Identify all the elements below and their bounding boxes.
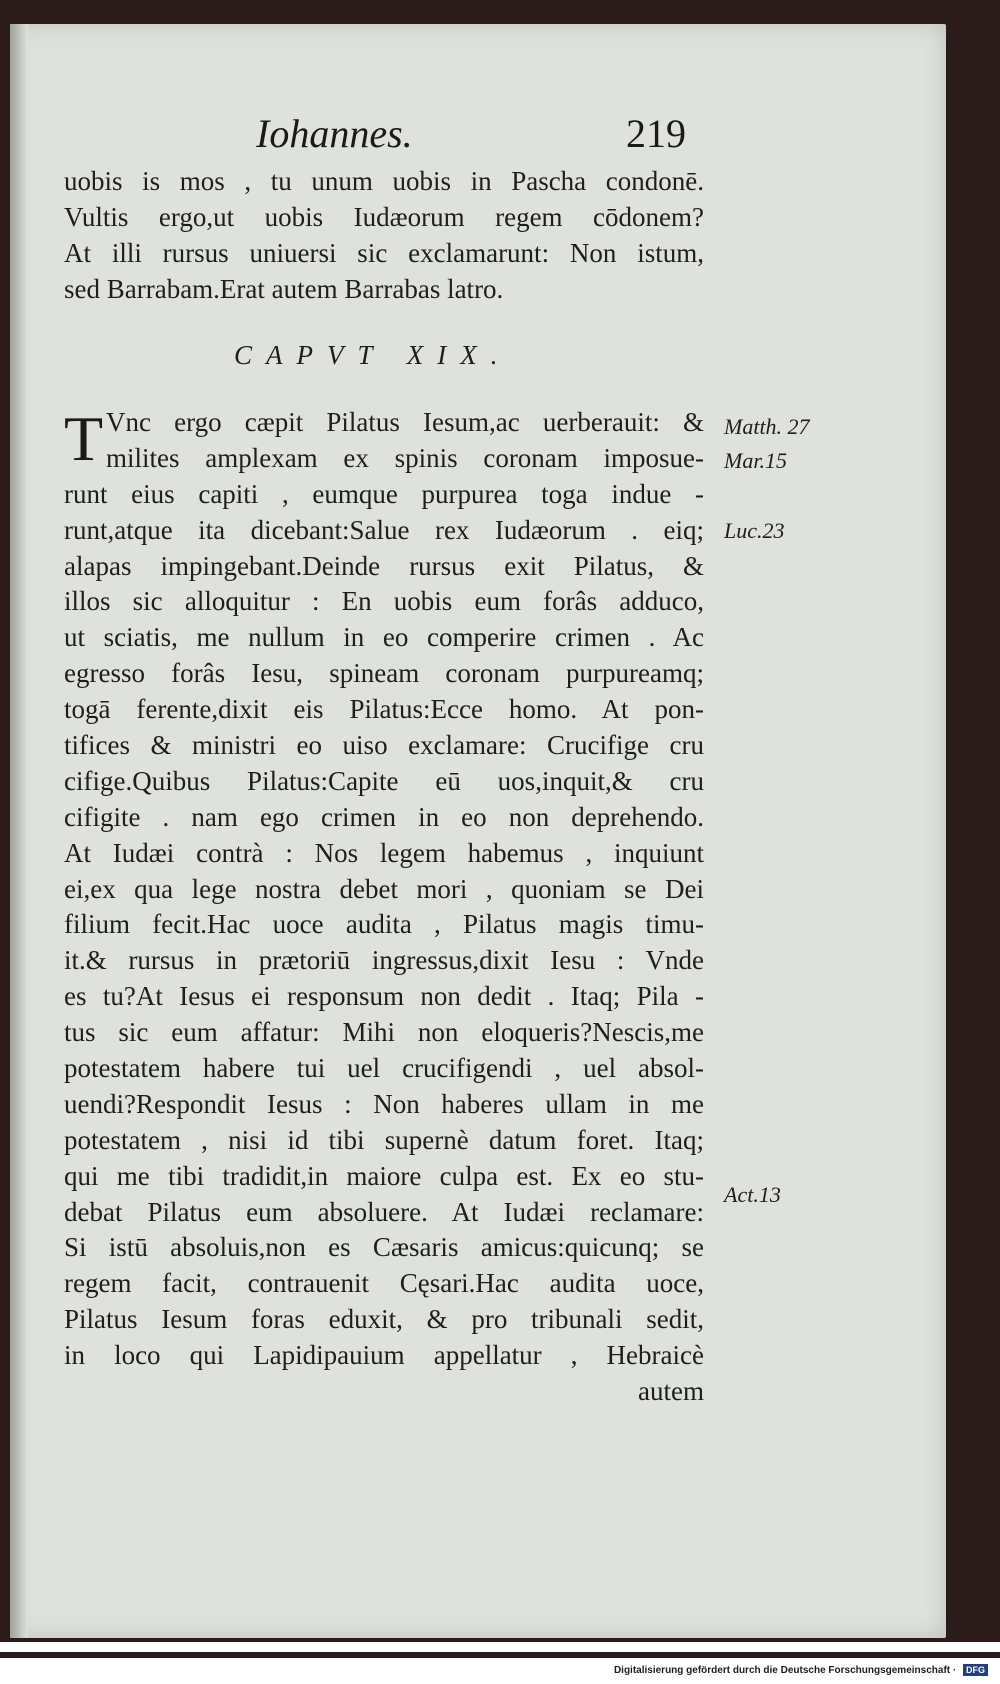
credit-text: Digitalisierung gefördert durch die Deutsche Forschungsgemeinschaft [613, 1665, 951, 1676]
text-line: milites amplexam ex spinis coronam imposue- [106, 442, 704, 473]
text-line: it.& rursus in prætoriū ingressus,dixit Iesu : Vnde [64, 945, 704, 976]
text-line: in loco qui Lapidipauium appellatur , Hebraicè [64, 1340, 704, 1371]
binding-shadow [10, 24, 28, 1638]
digitization-credit: Digitalisierung gefördert durch die Deutsche Forschungsgemeinschaft · DFG [614, 1664, 988, 1678]
text-line: potestatem , nisi id tibi supernè datum foret. Itaq; [64, 1124, 704, 1155]
text-line: cifigite . nam ego crimen in eo non deprehendo. [64, 801, 704, 832]
margin-note-acts: Act.13 [724, 1182, 781, 1207]
text-line: Vnc ergo cæpit Pilatus Iesum,ac uerberauit: & [106, 407, 704, 437]
text-line: qui me tibi tradidit,in maiore culpa est. Ex eo stu- [64, 1160, 704, 1191]
margin-note-luke: Luc.23 [724, 518, 785, 543]
chapter-text [64, 405, 704, 1410]
text-line: runt,atque ita dicebant:Salue rex Iudæorum . eiq; [64, 514, 704, 545]
dfg-logo: DFG [963, 1664, 988, 1676]
catchword: autem [638, 1376, 704, 1407]
text-line: debat Pilatus eum absoluere. At Iudæi reclamare: [64, 1196, 704, 1227]
text-line: cifige.Quibus Pilatus:Capite eū uos,inquit,& cru [64, 765, 704, 796]
text-line: tus sic eum affatur: Mihi non eloqueris?Nescis,me [64, 1017, 704, 1048]
text-line: filium fecit.Hac uoce audita , Pilatus magis timu- [64, 909, 704, 940]
text-line: egresso forâs Iesu, spineam coronam purpureamq; [64, 658, 704, 689]
previous-chapter-text [64, 164, 704, 308]
text-line: Si istū absoluis,non es Cæsaris amicus:quicunq; se [64, 1232, 704, 1263]
text-line: togā ferente,dixit eis Pilatus:Ecce homo. At pon- [64, 694, 704, 725]
margin-note-matthew: Matth. 27 [724, 414, 810, 439]
text-line: potestatem habere tui uel crucifigendi , uel absol- [64, 1053, 704, 1084]
text-line: es tu?At Iesus ei responsum non dedit . Itaq; Pila - [64, 981, 704, 1012]
text-line: sed Barrabam.Erat autem Barrabas latro. [64, 273, 504, 304]
bottom-band [0, 1642, 1000, 1652]
chapter-heading: CAPVT XIX. [234, 340, 512, 370]
text-line: ei,ex qua lege nostra debet mori , quoniam se Dei [64, 873, 704, 904]
text-line: ut sciatis, me nullum in eo comperire crimen . Ac [64, 622, 704, 653]
text-line: illos sic alloquitur : En uobis eum forâs adduco, [64, 586, 704, 617]
text-line: At Iudæi contrà : Nos legem habemus , inquiunt [64, 837, 704, 868]
text-line: alapas impingebant.Deinde rursus exit Pilatus, & [64, 550, 704, 581]
drop-initial: T [64, 403, 104, 474]
text-line: uendi?Respondit Iesus : Non haberes ullam in me [64, 1088, 704, 1119]
text-line: tifices & ministri eo uiso exclamare: Crucifige cru [64, 730, 704, 761]
text-line: At illi rursus uniuersi sic exclamarunt: Non istum, [64, 237, 704, 268]
text-line: runt eius capiti , eumque purpurea toga indue - [64, 478, 704, 509]
running-head: Iohannes. [256, 111, 413, 156]
margin-note-mark: Mar.15 [724, 448, 787, 473]
text-line: Vultis ergo,ut uobis Iudæorum regem cōdonem? [64, 201, 704, 232]
text-line: Pilatus Iesum foras eduxit, & pro tribunali sedit, [64, 1304, 704, 1335]
text-line: uobis is mos , tu unum uobis in Pascha condonē. [64, 166, 704, 196]
page-number: 219 [626, 111, 686, 156]
text-line: regem facit, contrauenit Cęsari.Hac audita uoce, [64, 1268, 704, 1299]
